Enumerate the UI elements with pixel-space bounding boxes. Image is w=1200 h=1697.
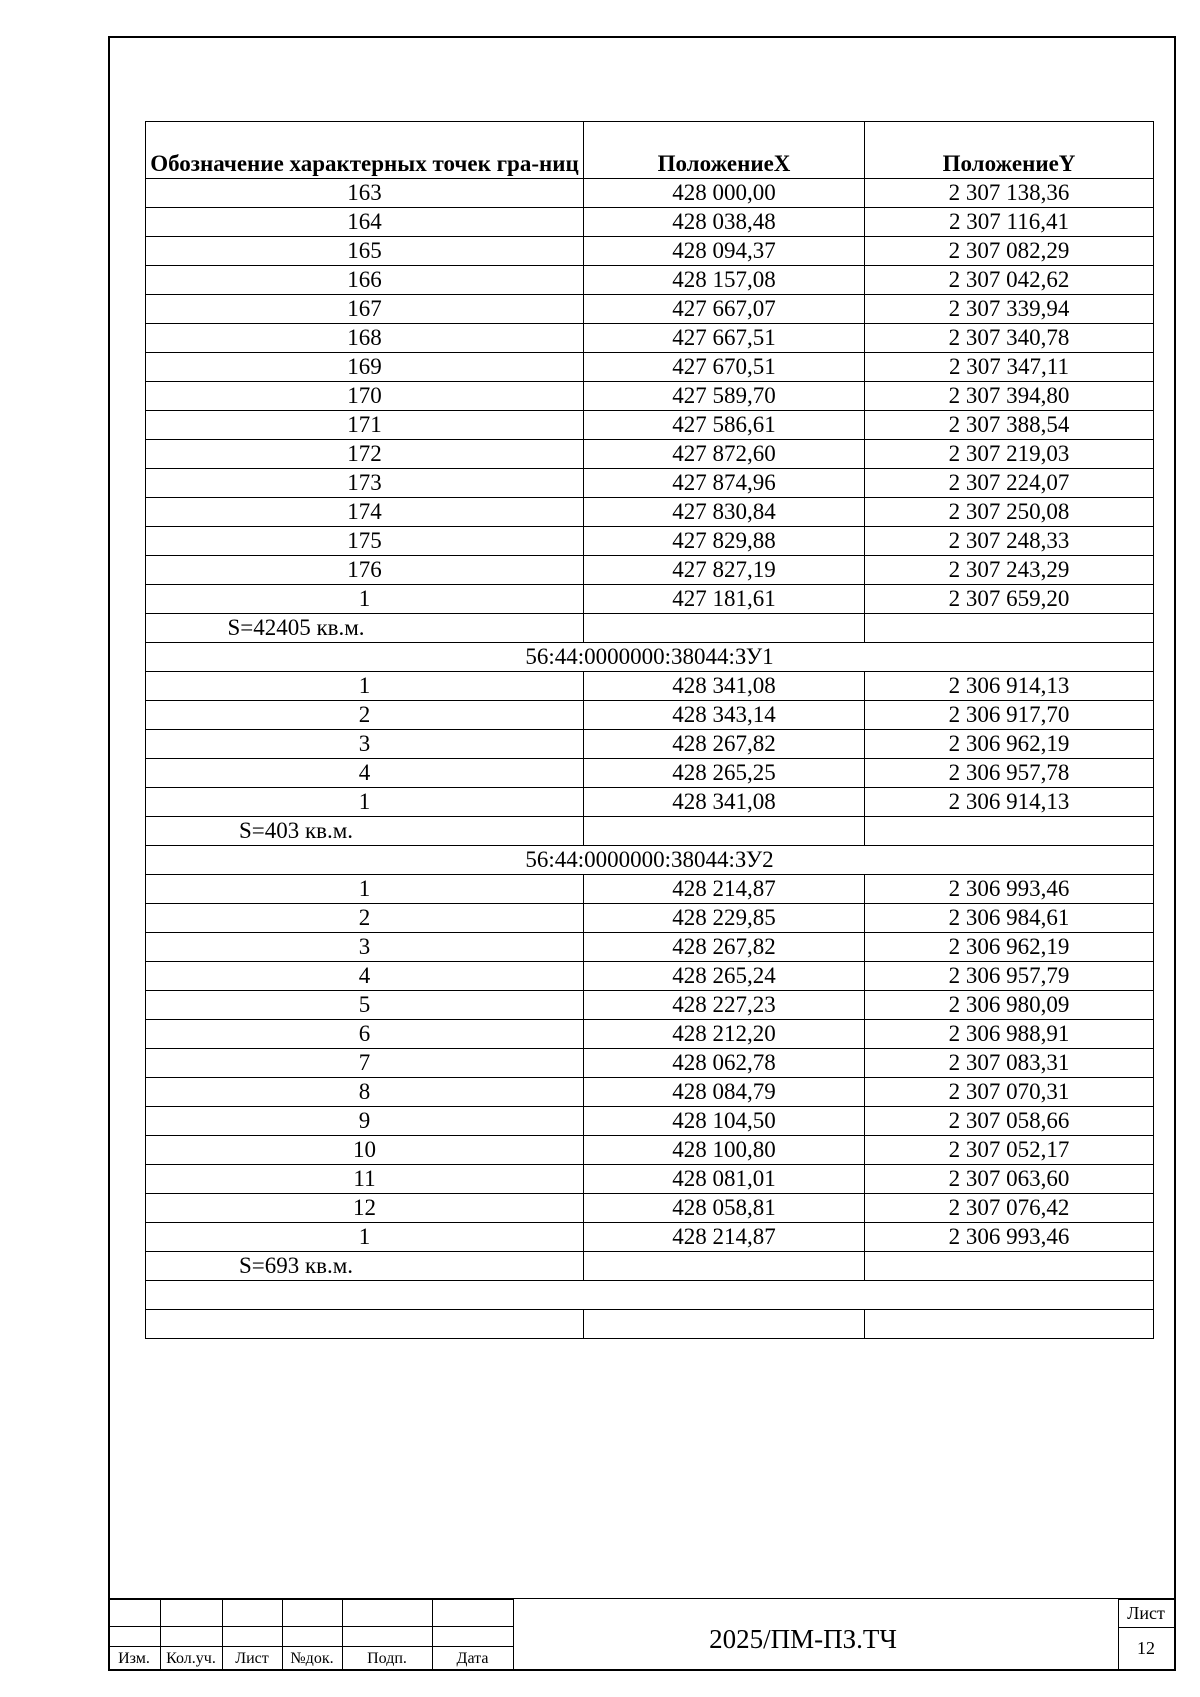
x-cell: 428 267,82 <box>584 933 865 962</box>
y-cell: 2 307 243,29 <box>865 556 1154 585</box>
x-cell: 428 157,08 <box>584 266 865 295</box>
section-title: 56:44:0000000:38044:ЗУ1 <box>146 643 1154 672</box>
x-cell: 427 586,61 <box>584 411 865 440</box>
x-cell: 428 081,01 <box>584 1165 865 1194</box>
title-block <box>108 1599 1176 1671</box>
stamp-label-kol-uch: Кол.уч. <box>166 1650 216 1667</box>
table-row <box>146 1136 1154 1165</box>
x-cell: 428 062,78 <box>584 1049 865 1078</box>
x-cell: 428 229,85 <box>584 904 865 933</box>
x-cell: 428 084,79 <box>584 1078 865 1107</box>
y-cell: 2 306 957,78 <box>865 759 1154 788</box>
table-row <box>146 469 1154 498</box>
table-row <box>146 1223 1154 1252</box>
x-cell: 428 265,24 <box>584 962 865 991</box>
point-cell: 165 <box>146 237 584 266</box>
x-cell: 428 212,20 <box>584 1020 865 1049</box>
empty-row <box>146 1310 1154 1339</box>
point-cell: 10 <box>146 1136 584 1165</box>
section-row <box>146 643 1154 672</box>
point-cell: 11 <box>146 1165 584 1194</box>
y-cell: 2 306 993,46 <box>865 1223 1154 1252</box>
x-cell: 428 058,81 <box>584 1194 865 1223</box>
y-cell: 2 307 339,94 <box>865 295 1154 324</box>
table-row <box>146 324 1154 353</box>
sheet-label: Лист <box>1127 1603 1165 1623</box>
y-cell: 2 306 962,19 <box>865 933 1154 962</box>
point-cell: 2 <box>146 904 584 933</box>
empty-cell <box>865 817 1154 846</box>
point-cell: 8 <box>146 1078 584 1107</box>
y-cell: 2 307 076,42 <box>865 1194 1154 1223</box>
empty-cell <box>146 1281 1154 1310</box>
y-cell: 2 307 063,60 <box>865 1165 1154 1194</box>
table-row <box>146 585 1154 614</box>
point-cell: 176 <box>146 556 584 585</box>
table-row <box>146 411 1154 440</box>
y-cell: 2 307 659,20 <box>865 585 1154 614</box>
table-row <box>146 1078 1154 1107</box>
x-cell: 427 667,51 <box>584 324 865 353</box>
x-cell: 428 038,48 <box>584 208 865 237</box>
table-row <box>146 266 1154 295</box>
point-cell: 3 <box>146 730 584 759</box>
point-cell: 4 <box>146 962 584 991</box>
stamp-label-data: Дата <box>456 1650 489 1667</box>
empty-cell <box>584 817 865 846</box>
empty-cell <box>584 614 865 643</box>
stamp-label-ndok: №док. <box>290 1650 334 1667</box>
y-cell: 2 307 058,66 <box>865 1107 1154 1136</box>
stamp-label-podp: Подп. <box>367 1650 407 1667</box>
table-row <box>146 1020 1154 1049</box>
y-cell: 2 307 250,08 <box>865 498 1154 527</box>
table-row <box>146 353 1154 382</box>
table-row <box>146 295 1154 324</box>
point-cell: 3 <box>146 933 584 962</box>
x-cell: 428 214,87 <box>584 875 865 904</box>
point-cell: 1 <box>146 585 584 614</box>
section-title: 56:44:0000000:38044:ЗУ2 <box>146 846 1154 875</box>
table-row <box>146 904 1154 933</box>
table-row <box>146 208 1154 237</box>
x-cell: 428 267,82 <box>584 730 865 759</box>
x-cell: 428 343,14 <box>584 701 865 730</box>
point-cell: 173 <box>146 469 584 498</box>
y-cell: 2 307 340,78 <box>865 324 1154 353</box>
y-cell: 2 307 347,11 <box>865 353 1154 382</box>
point-cell: 6 <box>146 1020 584 1049</box>
table-row <box>146 701 1154 730</box>
x-cell: 428 104,50 <box>584 1107 865 1136</box>
x-cell: 427 830,84 <box>584 498 865 527</box>
table-row <box>146 991 1154 1020</box>
y-cell: 2 307 083,31 <box>865 1049 1154 1078</box>
point-cell: 168 <box>146 324 584 353</box>
table-row <box>146 788 1154 817</box>
table-row <box>146 875 1154 904</box>
point-cell: 175 <box>146 527 584 556</box>
x-cell: 428 227,23 <box>584 991 865 1020</box>
x-cell: 428 100,80 <box>584 1136 865 1165</box>
stamp-label-list: Лист <box>235 1650 269 1667</box>
x-cell: 428 214,87 <box>584 1223 865 1252</box>
y-cell: 2 306 914,13 <box>865 672 1154 701</box>
empty-cell <box>865 1252 1154 1281</box>
area-value: S=403 кв.м. <box>238 818 354 843</box>
y-cell: 2 307 070,31 <box>865 1078 1154 1107</box>
table-row <box>146 498 1154 527</box>
y-cell: 2 307 219,03 <box>865 440 1154 469</box>
point-cell: 12 <box>146 1194 584 1223</box>
point-cell: 1 <box>146 875 584 904</box>
x-cell: 427 589,70 <box>584 382 865 411</box>
point-cell: 174 <box>146 498 584 527</box>
header-position-y: ПоложениеY <box>865 122 1154 179</box>
x-cell: 427 827,19 <box>584 556 865 585</box>
point-cell: 172 <box>146 440 584 469</box>
table-row <box>146 1165 1154 1194</box>
empty-cell <box>865 614 1154 643</box>
y-cell: 2 307 052,17 <box>865 1136 1154 1165</box>
point-cell: 2 <box>146 701 584 730</box>
empty-cell <box>865 1310 1154 1339</box>
y-cell: 2 306 984,61 <box>865 904 1154 933</box>
table-row <box>146 179 1154 208</box>
table-row <box>146 759 1154 788</box>
area-cell <box>146 817 584 846</box>
y-cell: 2 307 082,29 <box>865 237 1154 266</box>
y-cell: 2 306 993,46 <box>865 875 1154 904</box>
empty-cell <box>146 1310 584 1339</box>
point-cell: 4 <box>146 759 584 788</box>
point-cell: 166 <box>146 266 584 295</box>
table-row <box>146 1194 1154 1223</box>
table-header-row <box>146 122 1154 179</box>
y-cell: 2 306 988,91 <box>865 1020 1154 1049</box>
point-cell: 9 <box>146 1107 584 1136</box>
area-row <box>146 817 1154 846</box>
table-row <box>146 440 1154 469</box>
area-cell <box>146 1252 584 1281</box>
table-row <box>146 237 1154 266</box>
point-cell: 5 <box>146 991 584 1020</box>
table-row <box>146 730 1154 759</box>
x-cell: 428 000,00 <box>584 179 865 208</box>
point-cell: 1 <box>146 788 584 817</box>
document-code: 2025/ПМ-ПЗ.ТЧ <box>709 1624 897 1654</box>
table-row <box>146 1107 1154 1136</box>
coordinates-table <box>145 121 1154 1339</box>
y-cell: 2 307 224,07 <box>865 469 1154 498</box>
header-position-x: ПоложениеX <box>584 122 865 179</box>
y-cell: 2 307 388,54 <box>865 411 1154 440</box>
x-cell: 427 670,51 <box>584 353 865 382</box>
area-cell <box>146 614 584 643</box>
y-cell: 2 307 248,33 <box>865 527 1154 556</box>
sheet-number: 12 <box>1137 1638 1155 1658</box>
point-cell: 1 <box>146 1223 584 1252</box>
y-cell: 2 306 914,13 <box>865 788 1154 817</box>
point-cell: 7 <box>146 1049 584 1078</box>
area-value: S=42405 кв.м. <box>227 615 365 640</box>
y-cell: 2 306 957,79 <box>865 962 1154 991</box>
x-cell: 427 181,61 <box>584 585 865 614</box>
header-point-designation: Обозначение характерных точек гра-ниц <box>146 122 584 179</box>
empty-cell <box>584 1252 865 1281</box>
point-cell: 167 <box>146 295 584 324</box>
table-row <box>146 382 1154 411</box>
point-cell: 164 <box>146 208 584 237</box>
table-row <box>146 556 1154 585</box>
table-row <box>146 933 1154 962</box>
y-cell: 2 306 980,09 <box>865 991 1154 1020</box>
x-cell: 428 094,37 <box>584 237 865 266</box>
x-cell: 427 829,88 <box>584 527 865 556</box>
point-cell: 171 <box>146 411 584 440</box>
stamp-label-izm: Изм. <box>118 1650 150 1667</box>
empty-cell <box>584 1310 865 1339</box>
table-row <box>146 527 1154 556</box>
point-cell: 169 <box>146 353 584 382</box>
x-cell: 427 667,07 <box>584 295 865 324</box>
y-cell: 2 306 962,19 <box>865 730 1154 759</box>
y-cell: 2 306 917,70 <box>865 701 1154 730</box>
x-cell: 428 265,25 <box>584 759 865 788</box>
x-cell: 428 341,08 <box>584 672 865 701</box>
y-cell: 2 307 138,36 <box>865 179 1154 208</box>
point-cell: 170 <box>146 382 584 411</box>
section-row <box>146 846 1154 875</box>
area-value: S=693 кв.м. <box>238 1253 354 1278</box>
table-row <box>146 672 1154 701</box>
point-cell: 163 <box>146 179 584 208</box>
area-row <box>146 614 1154 643</box>
empty-row <box>146 1281 1154 1310</box>
x-cell: 427 872,60 <box>584 440 865 469</box>
x-cell: 427 874,96 <box>584 469 865 498</box>
y-cell: 2 307 116,41 <box>865 208 1154 237</box>
y-cell: 2 307 042,62 <box>865 266 1154 295</box>
table-row <box>146 1049 1154 1078</box>
x-cell: 428 341,08 <box>584 788 865 817</box>
area-row <box>146 1252 1154 1281</box>
point-cell: 1 <box>146 672 584 701</box>
y-cell: 2 307 394,80 <box>865 382 1154 411</box>
table-row <box>146 962 1154 991</box>
